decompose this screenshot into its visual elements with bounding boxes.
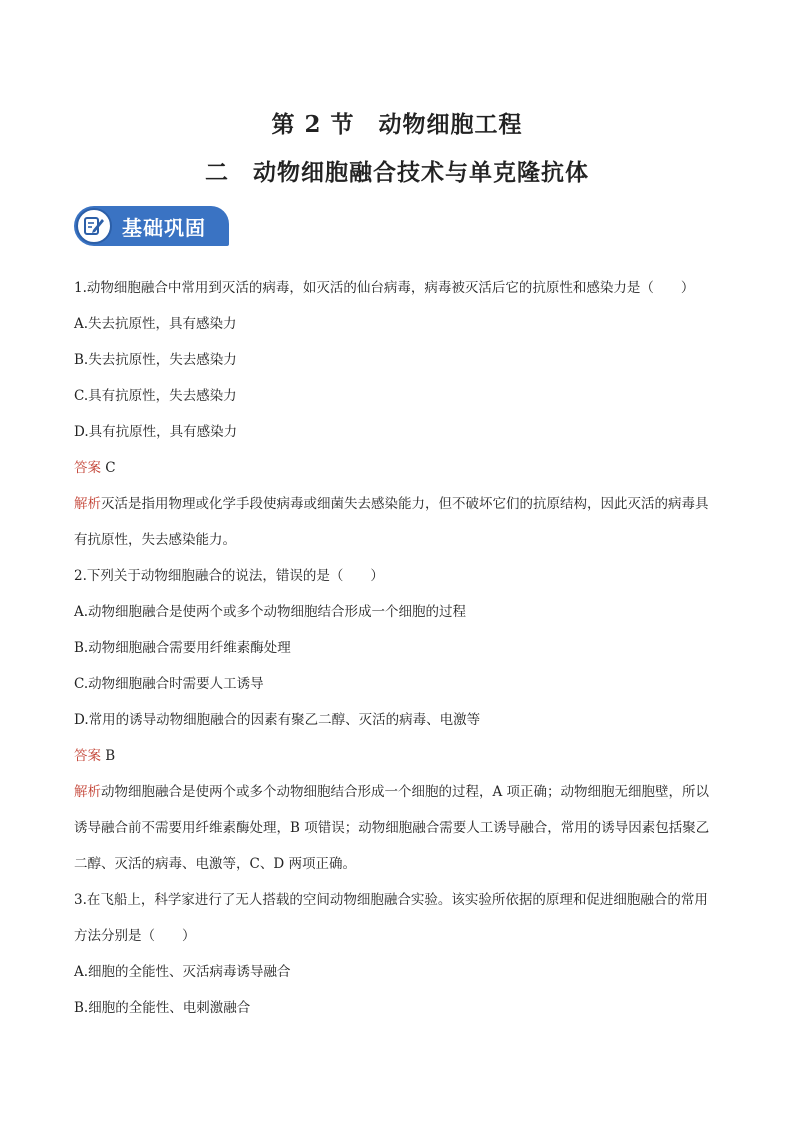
question-content [74,270,720,1026]
question-2-analysis [74,774,720,882]
question-2-option-d: D.常用的诱导动物细胞融合的因素有聚乙二醇、灭活的病毒、电激等 [74,712,481,728]
question-2-answer [74,738,720,774]
question-2-option-b: B.动物细胞融合需要用纤维素酶处理 [74,640,291,656]
answer-value: B [101,748,116,764]
analysis-text: 动物细胞融合是使两个或多个动物细胞结合形成一个细胞的过程，A 项正确；动物细胞无细胞壁，所以诱导融合前不需要用纤维素酶处理，B 项错误；动物细胞融合需要人工诱导融合，常用的诱导因素包括聚乙二醇、灭活的病毒、电激等，C、D 两项正确。 [74,784,710,872]
answer-value: C [101,460,116,476]
badge-label: 基础巩固 [122,216,206,240]
answer-label: 答案 [74,460,101,476]
basic-consolidation-badge [74,206,229,246]
question-1-answer [74,450,720,486]
section-title: 第 2 节 动物细胞工程 [271,111,523,138]
question-3-stem: 3.在飞船上，科学家进行了无人搭载的空间动物细胞融合实验。该实验所依据的原理和促进细胞融合的常用方法分别是（ ） [74,892,708,944]
analysis-label: 解析 [74,784,101,800]
question-2-stem: 2.下列关于动物细胞融合的说法，错误的是（ ） [74,568,384,584]
question-1-option-a: A.失去抗原性，具有感染力 [74,316,237,332]
question-2-option-c: C.动物细胞融合时需要人工诱导 [74,676,264,692]
analysis-text: 灭活是指用物理或化学手段使病毒或细菌失去感染能力，但不破坏它们的抗原结构，因此灭活的病毒具有抗原性，失去感染能力。 [74,496,709,548]
analysis-label: 解析 [74,496,101,512]
question-3-option-a: A.细胞的全能性、灭活病毒诱导融合 [74,964,291,980]
question-1-stem: 1.动物细胞融合中常用到灭活的病毒，如灭活的仙台病毒，病毒被灭活后它的抗原性和感染力是（ ） [74,280,695,296]
question-1-option-d: D.具有抗原性，具有感染力 [74,424,238,440]
question-1-option-b: B.失去抗原性，失去感染力 [74,352,237,368]
question-2-option-a: A.动物细胞融合是使两个或多个动物细胞结合形成一个细胞的过程 [74,604,467,620]
answer-label: 答案 [74,748,101,764]
lesson-subtitle: 二 动物细胞融合技术与单克隆抗体 [205,159,589,186]
question-1-analysis [74,486,720,558]
question-3-option-b: B.细胞的全能性、电刺激融合 [74,1000,251,1016]
pencil-note-icon [76,208,112,244]
question-1-option-c: C.具有抗原性，失去感染力 [74,388,237,404]
